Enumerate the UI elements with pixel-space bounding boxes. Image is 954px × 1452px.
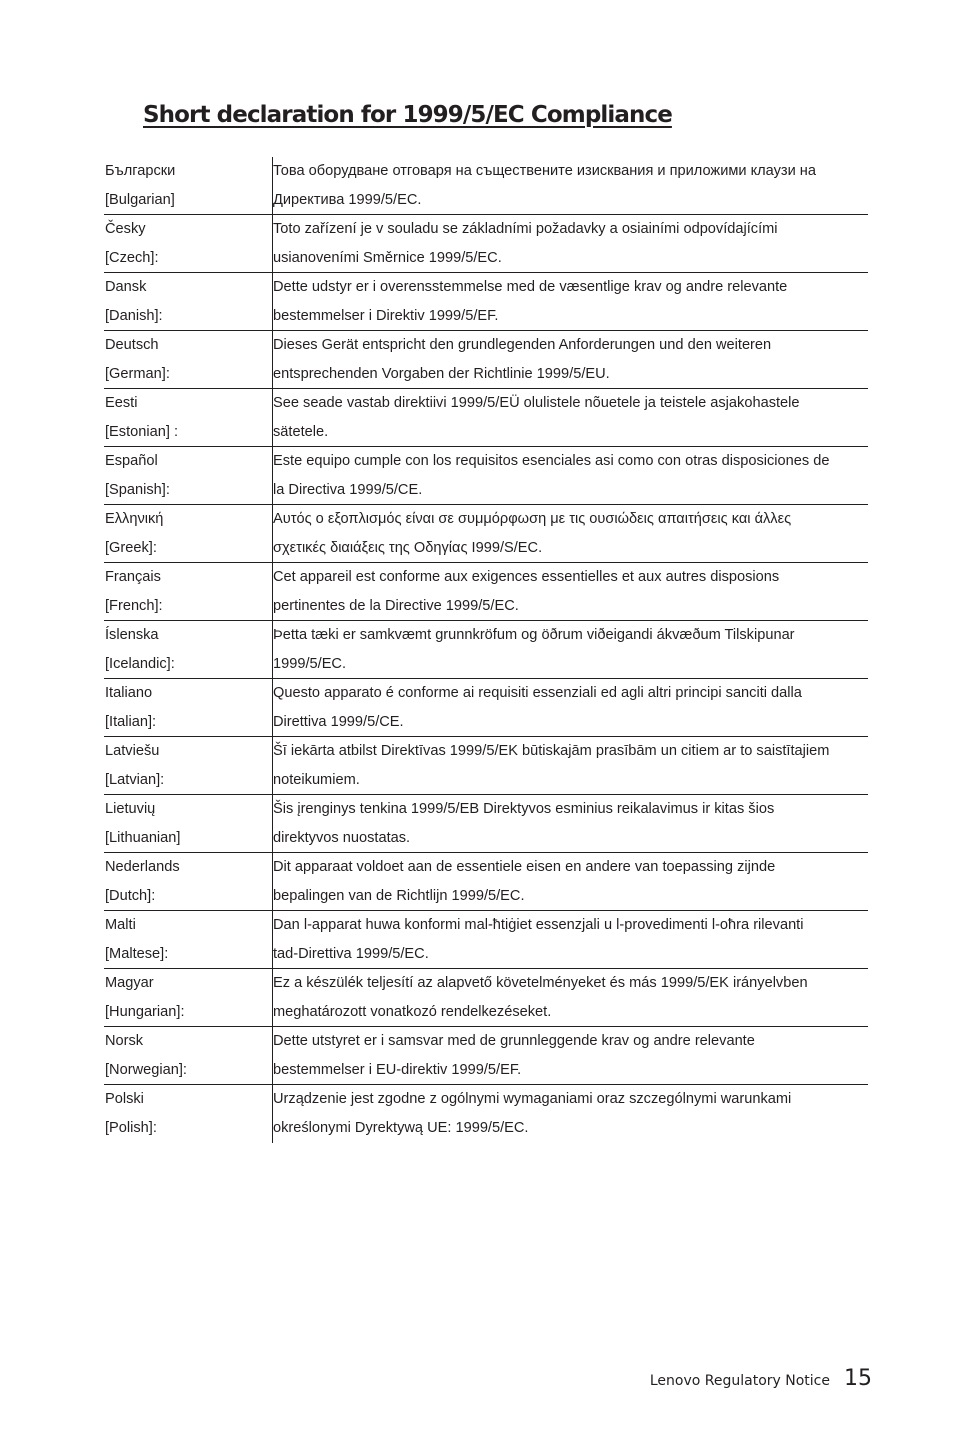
table-row (104, 505, 868, 563)
declaration-text-cell (272, 621, 868, 678)
declaration-text-cell (272, 911, 868, 968)
declaration-text-line: Cet appareil est conforme aux exigences essentielles et aux autres disposions (273, 569, 780, 585)
language-cell (104, 853, 272, 910)
footer-label: Lenovo Regulatory Notice (649, 1373, 830, 1389)
language-english-name: [Maltese]: (105, 946, 169, 962)
declaration-text-line: Dit apparaat voldoet aan de essentiele eisen en andere van toepassing zijnde (273, 859, 776, 875)
declaration-text-line: Αυτός ο εξοπλισμός είναι σε συμμόρφωση με τις ουσιώδεις απαιτήσεις και άλλες (273, 511, 792, 527)
page-number: 15 (844, 1366, 872, 1391)
page-title: Short declaration for 1999/5/EC Compliance (143, 102, 672, 128)
table-row (104, 1027, 868, 1085)
language-english-name: [Latvian]: (105, 772, 165, 788)
declaration-text-line: Dette udstyr er i overensstemmelse med de væsentlige krav og andre relevante (273, 279, 788, 295)
table-row (104, 679, 868, 737)
language-name: Česky (105, 221, 146, 237)
declaration-text-line: meghatározott vonatkozó rendelkezéseket. (273, 1004, 552, 1020)
declaration-text-line: pertinentes de la Directive 1999/5/EC. (273, 598, 519, 614)
language-english-name: [Icelandic]: (105, 656, 175, 672)
declaration-text-line: bestemmelser i Direktiv 1999/5/EF. (273, 308, 499, 324)
table-row (104, 795, 868, 853)
language-name: Български (105, 163, 176, 179)
language-name: Íslenska (105, 627, 159, 643)
language-name: Italiano (105, 685, 153, 701)
language-name: Español (105, 453, 158, 469)
language-name: Ελληνική (105, 511, 164, 527)
declaration-text-line: See seade vastab direktiivi 1999/5/EÜ olulistele nõuetele ja teistele asjakohastele (273, 395, 800, 411)
language-cell (104, 621, 272, 678)
declaration-text-line: Директива 1999/5/EC. (273, 192, 422, 208)
language-english-name: [Polish]: (105, 1120, 157, 1136)
declaration-text-cell (272, 969, 868, 1026)
language-cell (104, 215, 272, 272)
declaration-text-cell (272, 853, 868, 910)
declaration-text-cell (272, 447, 868, 504)
language-name: Norsk (105, 1033, 144, 1049)
language-english-name: [Italian]: (105, 714, 157, 730)
language-english-name: [Norwegian]: (105, 1062, 187, 1078)
declaration-text-cell (272, 1085, 868, 1143)
declaration-text-line: Urządzenie jest zgodne z ogólnymi wymaganiami oraz szczególnymi warunkami (273, 1091, 792, 1107)
language-english-name: [Greek]: (105, 540, 157, 556)
table-row (104, 215, 868, 273)
language-english-name: [Lithuanian] (105, 830, 181, 846)
table-row (104, 853, 868, 911)
declaration-text-line: Ez a készülék teljesítí az alapvető követelményeket és más 1999/5/EK irányelvben (273, 975, 808, 991)
language-cell (104, 563, 272, 620)
declaration-text-line: tad-Direttiva 1999/5/EC. (273, 946, 429, 962)
page-footer (650, 1366, 872, 1391)
table-row (104, 969, 868, 1027)
declaration-text-line: noteikumiem. (273, 772, 360, 788)
language-english-name: [Spanish]: (105, 482, 170, 498)
language-english-name: [Hungarian]: (105, 1004, 185, 1020)
table-row (104, 157, 868, 215)
declaration-text-cell (272, 505, 868, 562)
declaration-text-line: σχετικές διαιάξεις της Οδηγίας I999/S/EC. (273, 540, 543, 556)
declaration-text-cell (272, 389, 868, 446)
declaration-text-line: usianoveními Směrnice 1999/5/EC. (273, 250, 502, 266)
language-cell (104, 157, 272, 214)
language-english-name: [Czech]: (105, 250, 159, 266)
table-row (104, 911, 868, 969)
declaration-text-line: Това оборудване отговаря на съществените изисквания и приложими клаузи на (273, 163, 816, 179)
declaration-text-line: określonymi Dyrektywą UE: 1999/5/EC. (273, 1120, 529, 1136)
language-name: Magyar (105, 975, 154, 991)
declaration-text-line: Dette utstyret er i samsvar med de grunnleggende krav og andre relevante (273, 1033, 755, 1049)
language-name: Dansk (105, 279, 147, 295)
declaration-text-line: entsprechenden Vorgaben der Richtlinie 1999/5/EU. (273, 366, 610, 382)
table-row (104, 621, 868, 679)
language-name: Deutsch (105, 337, 159, 353)
declaration-text-cell (272, 679, 868, 736)
language-cell (104, 505, 272, 562)
table-row (104, 447, 868, 505)
language-english-name: [German]: (105, 366, 170, 382)
table-row (104, 273, 868, 331)
language-cell (104, 679, 272, 736)
language-name: Latviešu (105, 743, 160, 759)
table-row (104, 1085, 868, 1143)
declaration-text-cell (272, 273, 868, 330)
declaration-text-line: bestemmelser i EU-direktiv 1999/5/EF. (273, 1062, 522, 1078)
language-cell (104, 795, 272, 852)
declaration-text-line: Šī iekārta atbilst Direktīvas 1999/5/EK būtiskajām prasībām un citiem ar to saistītajiem (273, 743, 830, 759)
declaration-text-line: Este equipo cumple con los requisitos esenciales asi como con otras disposiciones de (273, 453, 830, 469)
language-english-name: [Danish]: (105, 308, 163, 324)
language-cell (104, 331, 272, 388)
declaration-text-line: Dan l-apparat huwa konformi mal-ħtiġiet essenzjali u l-provedimenti l-oħra rilevanti (273, 917, 804, 933)
declaration-text-line: Toto zařízení je v souladu se základními požadavky a osiainími odpovídajícími (273, 221, 778, 237)
declaration-text-line: sätetele. (273, 424, 329, 440)
language-name: Eesti (105, 395, 138, 411)
language-english-name: [Dutch]: (105, 888, 156, 904)
declaration-table (104, 157, 868, 1143)
declaration-text-cell (272, 215, 868, 272)
declaration-text-line: bepalingen van de Richtlijn 1999/5/EC. (273, 888, 525, 904)
language-cell (104, 737, 272, 794)
declaration-text-line: Questo apparato é conforme ai requisiti essenziali ed agli altri principi sanciti dalla (273, 685, 802, 701)
declaration-text-line: Dieses Gerät entspricht den grundlegenden Anforderungen und den weiteren (273, 337, 772, 353)
language-name: Malti (105, 917, 136, 933)
language-english-name: [French]: (105, 598, 163, 614)
declaration-text-line: Šis įrenginys tenkina 1999/5/EB Direktyvos esminius reikalavimus ir kitas šios (273, 801, 775, 817)
declaration-text-line: Þetta tæki er samkvæmt grunnkröfum og öðrum viðeigandi ákvæðum Tilskipunar (273, 627, 795, 643)
declaration-text-cell (272, 795, 868, 852)
language-cell (104, 447, 272, 504)
language-cell (104, 1085, 272, 1143)
language-cell (104, 389, 272, 446)
declaration-text-cell (272, 737, 868, 794)
table-row (104, 737, 868, 795)
declaration-text-cell (272, 563, 868, 620)
language-cell (104, 911, 272, 968)
language-name: Polski (105, 1091, 144, 1107)
declaration-text-line: la Directiva 1999/5/CE. (273, 482, 423, 498)
language-english-name: [Estonian] : (105, 424, 179, 440)
table-row (104, 563, 868, 621)
language-name: Lietuvių (105, 801, 156, 817)
language-cell (104, 273, 272, 330)
declaration-text-cell (272, 331, 868, 388)
language-name: Français (105, 569, 161, 585)
declaration-text-line: 1999/5/EC. (273, 656, 347, 672)
language-name: Nederlands (105, 859, 180, 875)
table-row (104, 331, 868, 389)
declaration-text-cell (272, 1027, 868, 1084)
language-cell (104, 1027, 272, 1084)
table-row (104, 389, 868, 447)
declaration-text-line: Direttiva 1999/5/CE. (273, 714, 404, 730)
language-cell (104, 969, 272, 1026)
declaration-text-cell (272, 157, 868, 214)
declaration-text-line: direktyvos nuostatas. (273, 830, 411, 846)
language-english-name: [Bulgarian] (105, 192, 175, 208)
